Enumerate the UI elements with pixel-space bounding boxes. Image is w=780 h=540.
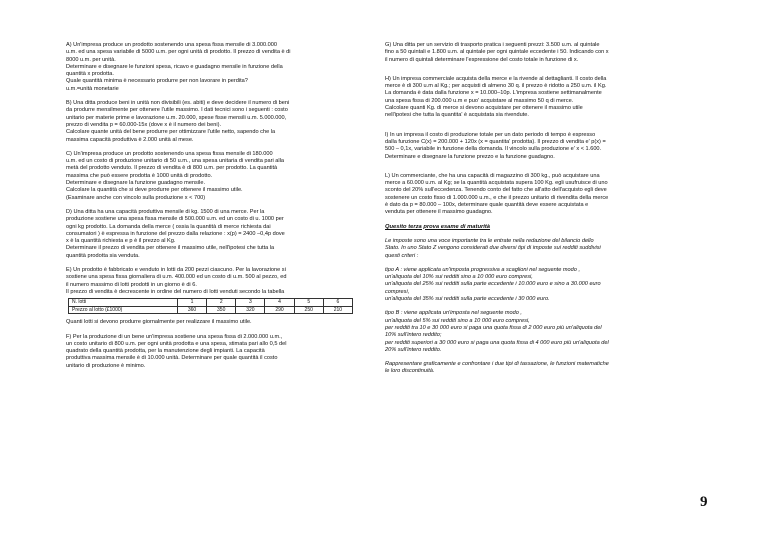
text-line: Calcolare quante unità del bene produrre per ottimizzare l'utile netto, sapendo che la xyxy=(66,129,276,136)
text-line: quantità prodotta sia venduta. xyxy=(66,252,140,259)
text-line: merce è di 300 u.m al Kg.; per acquisti di almeno 30 q. il prezzo è ridotto a 250 u.m. il Kg. xyxy=(385,83,607,90)
text-line: merce a 60.000 u.m. al Kg; se la quantità acquistata supera 100 Kg. egli usufruisce di uno xyxy=(385,180,608,187)
text-line: tipo A : viene applicata un'imposta progressiva a scaglioni nel seguente modo , xyxy=(385,266,580,273)
text-line: Calcolare quanti Kg. di merce si devono acquistare per ottenere il massimo utile xyxy=(385,105,583,112)
table-cell: 210 xyxy=(323,306,352,314)
lots-price-table xyxy=(68,298,353,314)
text-line: u.m.=unità monetarie xyxy=(66,85,119,92)
text-line: prezzo di vendita p = 60.000-15x (dove x è il numero dei beni). xyxy=(66,121,222,128)
text-line: un costo unitario di 800 u.m. per ogni unità prodotta e una spesa, stimata pari allo 0,5 del xyxy=(66,340,287,347)
text-line: metà del prodotto venduto. Il prezzo di vendita è di 800 u.m. per prodotto. La quantità xyxy=(66,165,278,172)
text-line: H) Un impresa commerciale acquista della merce e la rivende al dettaglianti. Il costo della xyxy=(385,75,607,82)
text-line: G) Una ditta per un servizio di trasporto pratica i seguenti prezzi: 3.500 u.m. al quintale xyxy=(385,42,600,48)
tax-type-b xyxy=(385,310,688,354)
text-line: Determinare e disegnare la funzione guadagno mensile. xyxy=(66,180,205,187)
table-cell: 4 xyxy=(265,299,294,307)
left-column xyxy=(66,42,366,377)
table-cell: 250 xyxy=(294,306,323,314)
text-line: D) Una ditta ha una capacità produttiva mensile di kg. 1500 di una merce. Per la xyxy=(66,208,265,215)
text-line: compresi, xyxy=(385,288,410,295)
text-line: C) Un'impresa produce un prodotto sostenendo una spesa fissa mensile di 180.000 xyxy=(66,150,273,157)
text-line: produttiva massima mensile è di 10.000 unità. Determinare per quale quantità il costo xyxy=(66,355,278,362)
text-line: per redditi superiori a 30 000 euro si paga una quota fissa di 4 000 euro più un'aliquota del xyxy=(385,339,609,346)
text-line: Le imposte sono una voce importante tra le entrate nella redazione del bilancio dello xyxy=(385,237,594,244)
text-line: sostiene una spesa fissa giornaliera di u.m. 400.000 ed un costo di u.m. 500 al pezzo, ed xyxy=(66,274,287,281)
table-cell: 2 xyxy=(207,299,236,307)
text-line: nell'ipotesi che tutta la quantita' è acquistata sia rivendute. xyxy=(385,112,529,119)
text-line: le loro discontinuità. xyxy=(385,368,435,375)
exercise-g xyxy=(385,42,688,64)
text-line: fino a 50 quintali e 1.800 u.m. al quintale per ogni quintale eccedente i 50. Indicando con x xyxy=(385,49,609,56)
text-line: u.m. ed una spesa variabile di 5000 u.m. per ogni unità di prodotto. Il prezzo di vendita è di xyxy=(66,49,291,56)
table-cell: N. lotti xyxy=(69,299,178,307)
exercise-i xyxy=(385,132,688,161)
text-line: x è la quantità richiesta e p è il prezzo al Kg. xyxy=(66,238,176,245)
text-line: u.m. ed un costo di produzione unitario di 50 u.m., una spesa unitaria di vendita pari alla xyxy=(66,158,284,165)
text-line: quantità x prodotta. xyxy=(66,71,114,78)
table-cell: 320 xyxy=(236,306,265,314)
text-line: F) Per la produzione di un bene un'impresa sostiene una spesa fissa di 2.000.000 u.m., xyxy=(66,333,283,340)
text-line: Quale quantità minima è necessario produrre per non lavorare in perdita? xyxy=(66,78,248,85)
table-cell: 6 xyxy=(323,299,352,307)
text-line: Determinare il prezzo di vendita per ottenere il massimo utile, nell'ipotesi che tutta la xyxy=(66,245,275,252)
text-line: 8000 u.m. per unità. xyxy=(66,56,116,63)
text-line: Quanti lotti si devono produrre giornalmente per realizzare il massimo utile. xyxy=(66,319,252,326)
text-line: consumatori ) è espressa in funzione del prezzo dalla relazione : x(p) = 2400 –0,4p dove xyxy=(66,230,285,237)
table-cell: 1 xyxy=(177,299,206,307)
text-line: una spesa fissa di 200.000 u.m e puo' acquistare al massimo 50 q di merce. xyxy=(385,97,574,104)
text-line: un'aliquota del 5% sui redditi sino a 10 000 euro compresi, xyxy=(385,317,530,324)
text-line: E) Un prodotto è fabbricato e venduto in lotti da 200 pezzi ciascuno. Per la lavorazione si xyxy=(66,267,286,274)
text-line: B) Una ditta produce beni in unità non divisibili (es. abiti) e deve decidere il numero di beni xyxy=(66,100,290,107)
text-line: Il prezzo di vendita è decrescente in ordine del numero di lotti venduti secondo la tabella xyxy=(66,288,285,295)
text-line: ogni kg prodotto. La domanda della merce ( ossia la quantità di merce richiesta dai xyxy=(66,223,271,230)
text-line: La domanda è data dalla funzione x = 10.000–10p. L'impresa sostiene settimanalmente xyxy=(385,90,602,97)
text-line: dalla funzione C(x) = 200.000 + 120x (x = quantita' prodotta). Il prezzo di vendita e' p(x) = xyxy=(385,138,606,145)
text-line: unitario per materie prime e lavorazione u.m. 20.000, spese fisse mensili u.m. 5.000.000, xyxy=(66,114,287,121)
exercise-l xyxy=(385,173,688,217)
text-line: (Esaminare anche con vincolo sulla produzione x < 700) xyxy=(66,194,206,201)
exercise-f xyxy=(66,334,366,370)
right-column xyxy=(385,42,688,383)
table-row xyxy=(69,299,353,307)
text-line: sconto del 20% sull'eccedenza. Tenendo conto del fatto che all'atto dell'acquisto egli deve xyxy=(385,187,607,194)
text-line: tipo B : viene applicata un'imposta nel seguente modo , xyxy=(385,310,522,317)
text-line: sostenere un costo fisso di 1.000.000 u.m., e che il prezzo unitario di rivendita della merce xyxy=(385,194,609,201)
text-line: produzione sostiene una spesa fissa mensile di 500.000 u.m. ed un costo di u. 1000 per xyxy=(66,216,284,223)
exercise-d xyxy=(66,209,366,260)
table-cell: 360 xyxy=(177,306,206,314)
text-line: per redditi tra 10 e 30 000 euro si paga una quota fissa di 2 000 euro più un'aliquota del xyxy=(385,324,602,331)
table-cell: 350 xyxy=(207,306,236,314)
text-line: I) In un impresa il costo di produzione totale per un dato periodo di tempo è espresso xyxy=(385,131,596,138)
exercise-e xyxy=(66,267,366,326)
exercise-h xyxy=(385,76,688,120)
exercise-c xyxy=(66,151,366,202)
text-line: è dato da p = 80.000 – 100x, determinare quale quantità deve essere acquistata e xyxy=(385,202,589,209)
table-cell: Prezzo al lotto (£1000) xyxy=(69,306,178,314)
table-row xyxy=(69,306,353,314)
page-number: 9 xyxy=(700,494,708,510)
text-line: un'aliquota del 25% sui redditi sulla parte eccedente i 10.000 euro e sino a 30.000 euro xyxy=(385,281,601,288)
text-line: 500 – 0,1x, variabile in funzione della domanda. Il vincolo sulla produzione e' x < 1.600. xyxy=(385,146,602,153)
text-line: massima che può essere prodotta è 1000 unità di prodotto. xyxy=(66,172,213,179)
text-line: A) Un'impresa produce un prodotto sostenendo una spesa fissa mensile di 3.000.000 xyxy=(66,42,277,48)
exercise-a xyxy=(66,42,366,93)
exercise-b xyxy=(66,100,366,144)
table-cell: 5 xyxy=(294,299,323,307)
text-line: Determinare e disegnare la funzione prezzo e la funzione guadagno. xyxy=(385,153,555,160)
text-line: questi criteri : xyxy=(385,252,419,259)
text-line: 10% sull'intero reddito; xyxy=(385,332,442,339)
text-line: Determinare e disegnare le funzioni spesa, ricavo e guadagno mensile in funzione della xyxy=(66,63,283,70)
exam-intro xyxy=(385,238,688,260)
text-line: Rappresentare graficamente e confrontare i due tipi di tassazione, le funzioni matematiche xyxy=(385,361,609,368)
closing-task xyxy=(385,361,688,376)
text-line: massima capacità produttiva è 2.000 unità al mese. xyxy=(66,136,194,143)
text-line: 20% sull'intero reddito. xyxy=(385,346,442,353)
text-line: il numero massimo di lotti prodotti in un giorno è di 6. xyxy=(66,281,197,288)
text-line: venduta per ottenere il massimo guadagno. xyxy=(385,209,493,216)
text-line: un'aliquota del 10% sui redditi sino a 10 000 euro compresi, xyxy=(385,274,533,281)
table-cell: 3 xyxy=(236,299,265,307)
text-line: il numero di quintali determinare l'espressione del costo totale in funzione di x. xyxy=(385,56,579,63)
text-line: Stato. In uno Stato Z vengono considerati due diversi tipi di imposte sui redditi suddivisi xyxy=(385,245,601,252)
text-line: da produrre mensilmente per ottenere l'utile massimo. I dati tecnici sono i seguenti : costo xyxy=(66,107,288,114)
text-line: quadrato della quantità prodotta, per la manutenzione degli impianti. La capacità xyxy=(66,348,265,355)
text-line: L) Un commerciante, che ha una capacità di magazzino di 300 kg., può acquistare una xyxy=(385,172,600,179)
tax-type-a xyxy=(385,267,688,303)
text-line: Calcolare la quantità che si deve produrre per ottenere il massimo utile. xyxy=(66,187,243,194)
table-cell: 290 xyxy=(265,306,294,314)
text-line: unitario di produzione è minimo. xyxy=(66,362,146,369)
exam-question-title: Quesito terza prova esame di maturità xyxy=(385,223,491,230)
text-line: un'aliquota del 35% sui redditi sulla parte eccedente i 30 000 euro. xyxy=(385,296,550,303)
